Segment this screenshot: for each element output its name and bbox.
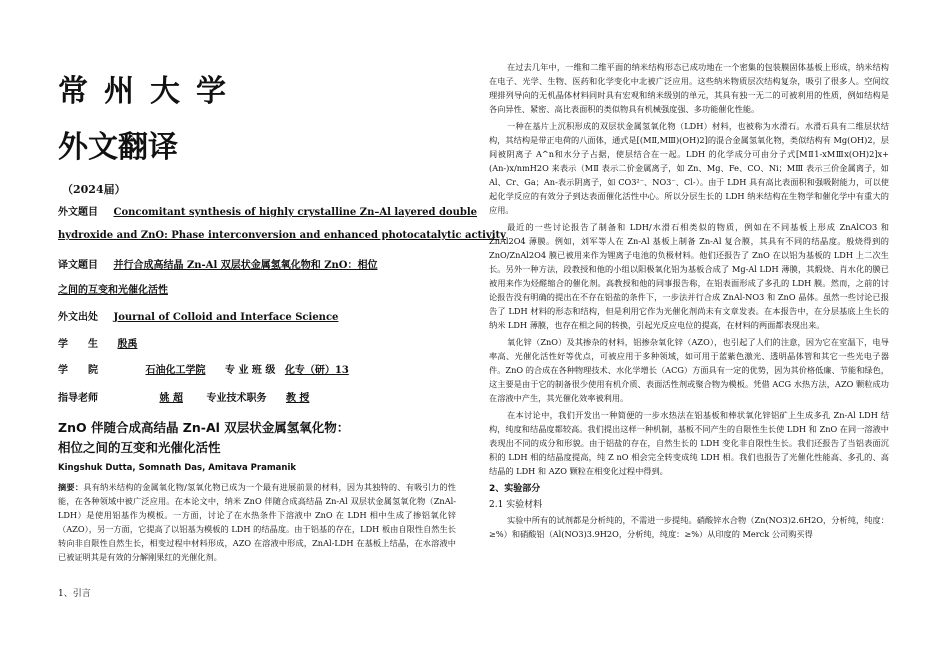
source-row bbox=[58, 308, 338, 323]
college-value: 石油化工学院 bbox=[145, 365, 206, 376]
body-column bbox=[489, 60, 889, 672]
advisor-row bbox=[58, 389, 309, 404]
paper-title bbox=[58, 418, 458, 458]
abstract-label: 摘要： bbox=[58, 482, 84, 492]
cover-column bbox=[58, 0, 506, 672]
section-heading: 2、实验部分 bbox=[489, 484, 541, 494]
college-label: 学 院 bbox=[58, 365, 98, 376]
student-value: 殷禹 bbox=[117, 339, 138, 350]
translated-title-row-2 bbox=[58, 281, 168, 296]
advisor-label: 指导老师 bbox=[58, 393, 98, 404]
body-paragraph: 在过去几年中，一维和二维平面的纳米结构形态已成功地在一个密集的包装膜固体基板上形成，纳米结构在电子、光学、生物、医药和化学变化中北被广泛应用。这些纳米物质层次结构复杂，吸引了很多人。空间纹理排列导向的无机晶体材料同时具有宏观和纳米级别的单元，其具有独一无二的可被利用的性质，例如结构是各向异性、紧密、高比表面积的类似物具有机械强度强、多功能催化性能。 bbox=[489, 62, 889, 114]
abstract-text: 具有纳米结构的金属氧化物/氢氧化物已成为一个最有进展前景的材料，因为其独特的、有吸引力的性能，在各种领域中被广泛应用。在本论文中，纳米 ZnO 伴随合成高结晶 Zn-Al 双层状金属氢氧化物（ZnAl-LDH）是使用铝基作为模板。一方面，讨论了在水热条件下溶液中 ZnO 在 LDH 相中生成了掺铝氧化锌（AZO），另一方面，它提高了以铝基为模板的 LDH 的结晶度。由于铝基的存在，LDH 板由自限性自然生长转向非自限性自然生长，相变过程中材料形成，AZO 在溶液中形成，ZnAl-LDH 在基板上结晶，在水溶液中已被证明其是有效的分解刚果红的光催化剂。 bbox=[58, 482, 456, 562]
university-name: 常州大学 bbox=[58, 74, 242, 109]
source-title-row bbox=[58, 203, 477, 218]
document-title: 外文翻译 bbox=[58, 130, 178, 165]
body-paragraph: 最近的一些讨论报告了制备和 LDH/水滑石相类似的物质，例如在不同基板上形成 ZnAlCO3 和 ZnAl2O4 薄膜。例如，刘军等人在 Zn-Al 基板上制备 Zn-Al 复合膜，其具有不同的结晶度。般烧得到的 ZnO/ZnAl2O4 膜已被用来作为锂离子电池的负极材料。他们还报告了 ZnO 在以铝为基板的 LDH 上二次生长。另外一种方法，段教授和他的小组以阳极氧化铝为基板合成了 Mg-Al LDH 薄膜，其煅烧、肖水化的膜已被用来作为烃醛缩合的催化剂。高教授和他的同事报告称，在铝表面形成了多孔的 LDH 膜。然而，之前的讨论报告没有明确的提出在不存在铝盐的条件下，一步法并行合成 ZnAl-NO3 和 ZnO 晶体。虽然一些讨论已报告了 LDH 材料的形态和结构，但是利用它作为光催化剂尚未有文章发表。在本报告中，在分层基底上生长的纳米 LDH 薄膜，也存在相之间的转换，引起光反应电位的提高，在材料的两面都表现出来。 bbox=[489, 222, 889, 330]
source-title-row-2 bbox=[58, 230, 506, 241]
source-value: Journal of Colloid and Interface Science bbox=[113, 312, 339, 323]
major-value: 化专（研）13 bbox=[284, 365, 349, 376]
college-row bbox=[58, 361, 349, 376]
professional-title-label: 专业技术职务 bbox=[206, 393, 267, 404]
professional-title-value: 教 授 bbox=[285, 393, 310, 404]
translated-title-value-line2: 之间的互变和光催化活性 bbox=[58, 285, 168, 296]
translated-title-row bbox=[58, 256, 378, 271]
translated-title-value-line1: 并行合成高结晶 Zn-Al 双层状金属氢氧化物和 ZnO：相位 bbox=[113, 260, 378, 271]
abstract bbox=[58, 480, 456, 564]
intro-heading: 1、引言 bbox=[58, 589, 91, 599]
source-label: 外文出处 bbox=[58, 312, 98, 323]
source-title-label: 外文题目 bbox=[58, 207, 98, 218]
student-row bbox=[58, 335, 137, 350]
graduation-year: （2024届） bbox=[62, 183, 126, 196]
body-paragraph: 一种在基片上沉积形成的双层状金属氢氧化物（LDH）材料，也被称为水滑石。水滑石具有二维层状结构，其结构是带正电荷的八面体，通式是[(MⅡ,MⅢ)(OH)2]的混合金属氢氧化物，类似结构有 Mg(OH)2，层间被阴离子 A^n和水分子占据，使层结合在一起。LDH 的化学成分可由分子式[MⅡ1-xMⅢx(OH)2]x+(An-)x/nmH2O 来表示（MⅡ 表示二价金属离子，如 Zn、Mg、Fe、CO、Ni；MⅢ 表示三价金属离子，如 Al、Cr、Ga；An-表示阴离子，如 CO3²⁻、NO3⁻、Cl-）。由于 LDH 具有高比表面积和强吸附能力，可以使起化学反应的有效分子到达表面催化活性中心。所以分层生长的 LDH 纳米结构在生物学和催化学中有重大的应用。 bbox=[489, 121, 889, 215]
body-paragraph: 在本讨论中，我们开发出一种简便的一步水热法在铝基板和棒状氧化锌铝矿上生成多孔 Zn-Al LDH 结构，纯度和结晶度都较高。我们提出这样一种机制，基板不同产生的自限性生长使 LDH 和 ZnO 在同一溶液中表现出不同的成分和形貌。由于铝盐的存在，自然生长的 LDH 变化非自限性生长。我们还报告了当铝表面沉积的 LDH 相的结晶度提高，纯 Z nO 相会完全转变成纯 LDH 相。我们也报告了光催化性能高、多孔的、高结晶的 LDH 和 AZO 颗粒在相变化过程中得到。 bbox=[489, 410, 889, 476]
source-title-value-line2: hydroxide and ZnO: Phase interconversion and enhanced photocatalytic activity bbox=[58, 230, 506, 241]
translated-title-label: 译文题目 bbox=[58, 260, 98, 271]
source-title-value-line1: Concomitant synthesis of highly crystalline Zn–Al layered double bbox=[113, 207, 478, 218]
paper-authors: Kingshuk Dutta, Somnath Das, Amitava Pramanik bbox=[58, 463, 297, 473]
subsection-heading: 2.1 实验材料 bbox=[489, 500, 543, 510]
paper-title-line2: 相位之间的互变和光催化活性 bbox=[58, 440, 221, 455]
major-label: 专 业 班 级 bbox=[224, 365, 276, 376]
body-paragraph: 实验中所有的试剂都是分析纯的，不需进一步提纯。硝酸锌水合物（Zn(NO3)2.6H2O，分析纯，纯度：≥%）和硝酸铝（Al(NO3)3.9H2O，分析纯，纯度：≥%）从印度的 Merck 公司购买得 bbox=[489, 515, 889, 539]
body-paragraph: 氧化锌（ZnO）及其掺杂的材料，铝掺杂氧化锌（AZO），也引起了人们的注意，因为它在室温下，电导率高、光催化活性好等优点，可被应用于多种领域，如可用于蓝紫色激光、透明晶体管和其它一些光电子器件。ZnO 的合成在各种物理技术、水化学增长（ACG）方面具有一定的优势，因为其价格低廉、节能和绿色，这主要是由于它的制备很少使用有机介质、表面活性剂或聚合物为模板。凭借 ACG 水热方法，AZO 颗粒成功在溶液中产生，其光催化效率被利用。 bbox=[489, 337, 889, 403]
advisor-value: 姚 超 bbox=[159, 393, 183, 404]
student-label: 学 生 bbox=[58, 339, 98, 350]
paper-title-line1: ZnO 伴随合成高结晶 Zn-Al 双层状金属氢氧化物： bbox=[58, 420, 350, 435]
